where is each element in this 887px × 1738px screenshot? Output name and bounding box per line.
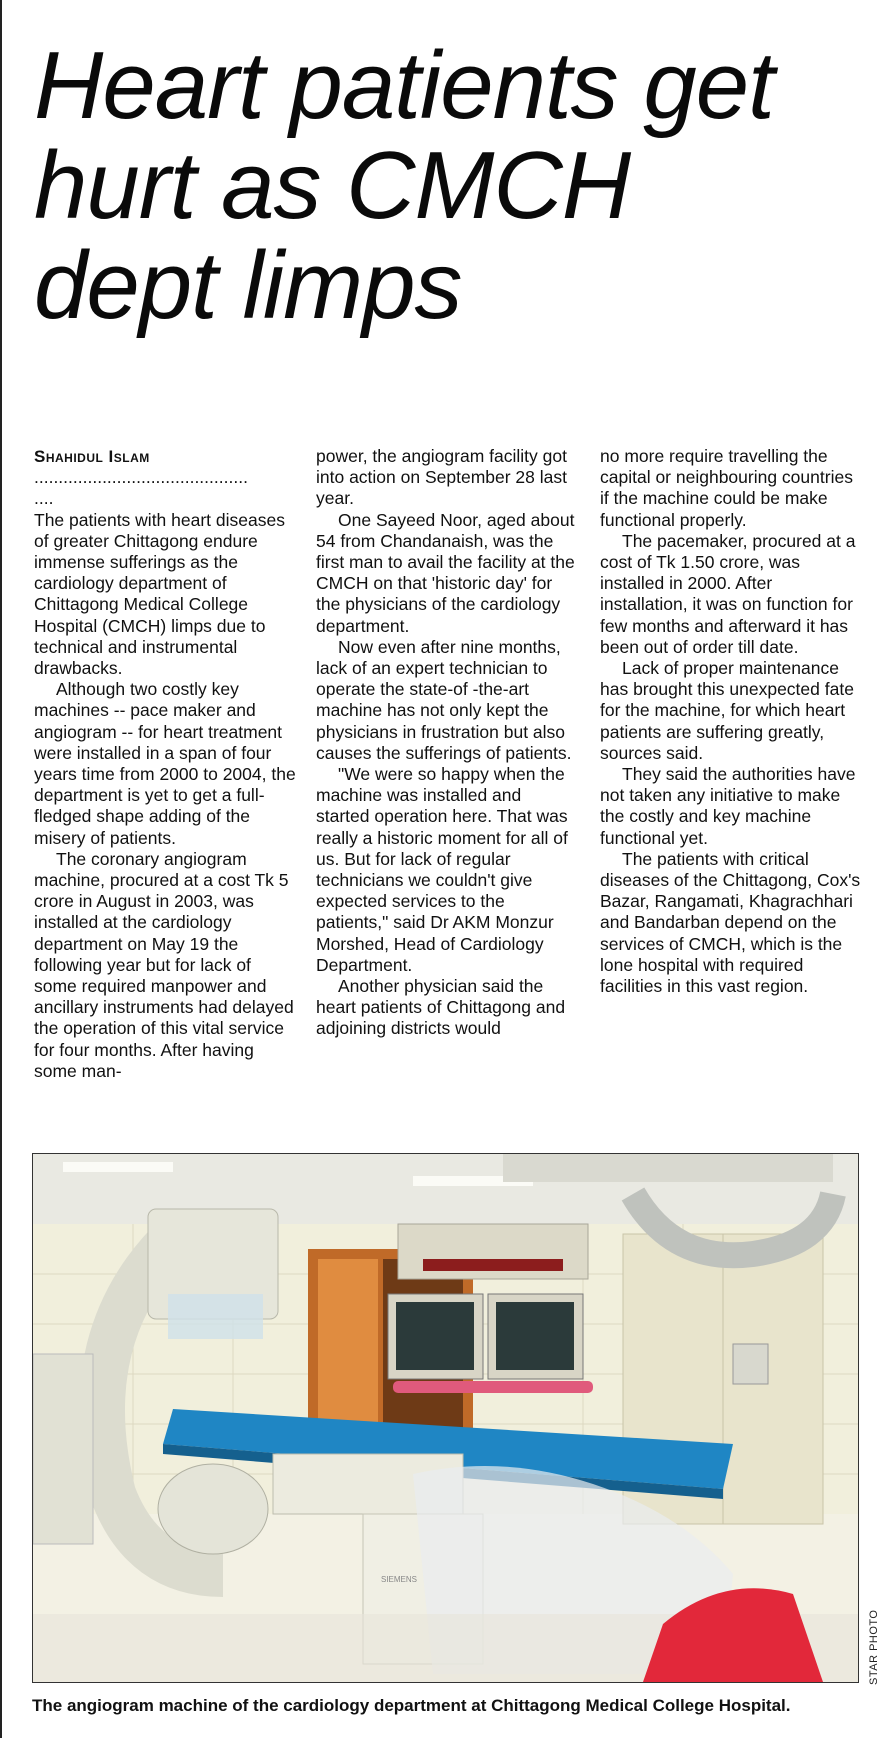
paragraph: One Sayeed Noor, aged about 54 from Chandanaish, was the first man to avail the facility at the CMCH on that 'historic day' for the physicians of the cardiology department. [316,509,575,636]
paragraph: The pacemaker, procured at a cost of Tk 1.50 crore, was installed in 2000. After installation, it was on function for few months and afterward it has been out of order till date. [600,530,856,657]
door-panel [318,1259,378,1439]
detector-cover [168,1294,263,1339]
paragraph: Although two costly key machines -- pace maker and angiogram -- for heart treatment were installed in a span of four years time from 2000 to 2004, the department is yet to get a full-fledged shape adding of the misery of patients. [34,679,296,848]
article-body [0,446,887,1101]
ceiling-light [63,1162,173,1172]
monitor-bumper [393,1381,593,1393]
paragraph: Another physician said the heart patients of Chittagong and adjoining districts would [316,976,566,1039]
angiogram-photo [32,1153,859,1683]
monitor-left-screen [396,1302,474,1370]
headline [34,32,874,339]
paragraph: The patients with heart diseases of greater Chittagong endure immense sufferings as the cardiology department of Chittagong Medical College Hospital (CMCH) limps due to technical and instrumental drawbacks. [34,509,285,679]
byline: Shahidul Islam [34,447,150,466]
monitor-right-screen [496,1302,574,1370]
byline-separator: ............................................ [34,467,248,488]
headline-line-2: hurt as CMCH [34,132,631,239]
paragraph: Now even after nine months, lack of an expert technician to operate the state-of -the-art machine has not only kept the physicians in frustration but also causes the sufferings of patients. [316,636,572,763]
paragraph: no more require travelling the capital or neighbouring countries if the machine could be make functional properly. [600,446,853,530]
paragraph: The coronary angiogram machine, procured at a cost Tk 5 crore in August in 2003, was installed at the cardiology department on May 19 the following year but for lack of some required manpower and ancillary instruments had delayed the operation of this vital service for four months. After having some man- [34,848,294,1081]
equipment-label: SIEMENS [381,1575,418,1584]
paragraph: Lack of proper maintenance has brought this unexpected fate for the machine, for which heart patients are suffering greatly, sources said. [600,658,854,763]
paragraph: "We were so happy when the machine was installed and started operation here. That was really a historic moment for all of us. But for lack of regular technicians we couldn't give expected services to the patients," said Dr AKM Monzur Morshed, Head of Cardiology Department. [316,764,568,975]
photo-caption: The angiogram machine of the cardiology department at Chittagong Medical College Hospital. [32,1696,791,1715]
angiogram-room-illustration [33,1154,858,1682]
photo-credit: STAR PHOTO [868,1609,880,1685]
wall-instrument [733,1344,768,1384]
image-intensifier [158,1464,268,1554]
c-arm-stand [33,1354,93,1544]
gantry-display [423,1259,563,1271]
ceiling-rail [503,1154,833,1182]
article-column-3 [600,446,862,997]
article-column-1 [34,446,296,1082]
paragraph: They said the authorities have not taken any initiative to make the costly and key machine functional yet. [600,764,856,848]
byline-separator-end: .... [34,488,54,509]
paragraph: power, the angiogram facility got into action on September 28 last year. [316,446,567,509]
headline-line-3: dept limps [34,232,462,339]
paragraph: The patients with critical diseases of the Chittagong, Cox's Bazar, Rangamati, Khagrachhari and Bandarban depend on the services of CMCH, which is the lone hospital with required facilities in this vast region. [600,848,861,997]
article-column-2 [316,446,578,1040]
headline-line-1: Heart patients get [34,32,774,139]
